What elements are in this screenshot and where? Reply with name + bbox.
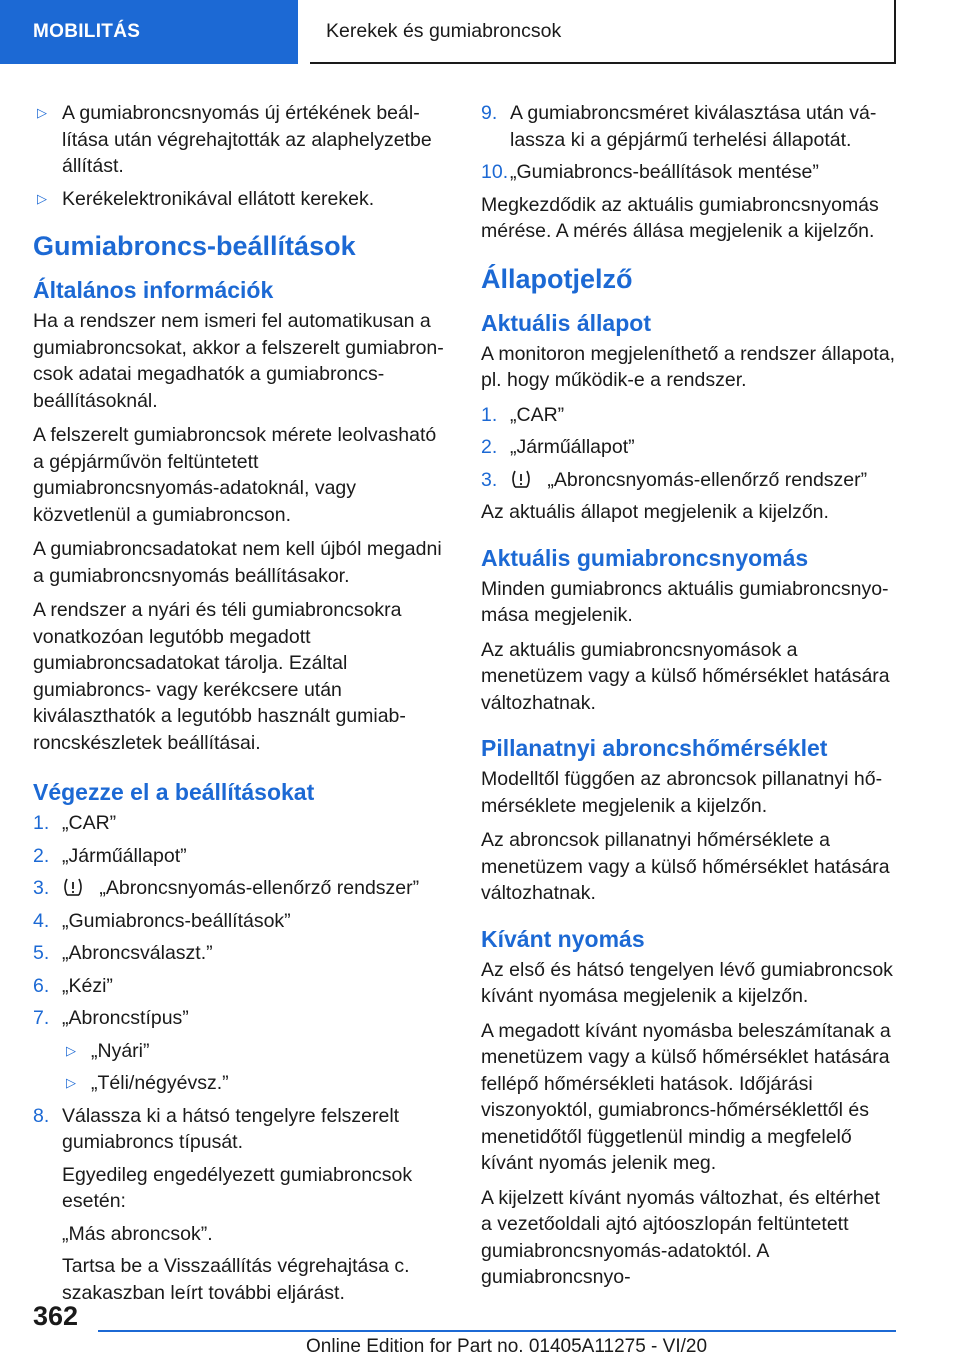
section-heading: Állapotjelző <box>481 263 633 294</box>
subsection-heading: Aktuális állapot <box>481 309 651 336</box>
triangle-right-icon: ▷ <box>37 190 47 206</box>
step-item: 5. „Abroncsválaszt.” <box>33 942 213 964</box>
step-continuation: „Más abroncsok”. <box>62 1222 213 1245</box>
subsection-heading: Végezze el a beállításokat <box>33 779 315 805</box>
step-continuation: Egyedileg engedélyezett gumiabroncsok esetén: <box>62 1163 413 1212</box>
sub-list-item: ▷ „Nyári” <box>33 1038 448 1065</box>
paragraph: Modelltől függően az abroncsok pillanatnyi hőmérséklete megjelenik a kijelzőn. <box>481 768 883 817</box>
subsection-heading: Kívánt nyomás <box>481 925 645 952</box>
paragraph: Ha a rendszer nem ismeri fel automatikusan a gumiabroncsokat, akkor a felszerelt gumiabroncsok adatai megadhatók a gumiabroncs-beállításoknál. <box>33 310 444 412</box>
paragraph: Az első és hátsó tengelyen lévő gumiabroncsok kívánt nyomása megjelenik a kijelzőn. <box>481 958 893 1007</box>
subsection-heading: Aktuális gumiabroncsnyomás <box>481 544 809 571</box>
tire-pressure-warning-icon <box>62 877 84 897</box>
paragraph: A monitoron megjeleníthető a rendszer állapota, pl. hogy működik-e a rendszer. <box>481 342 896 391</box>
paragraph: A rendszer a nyári és téli gumiabroncsokra vonatkozóan legutóbb megadott gumiabroncsadatokat tárolja. Ezáltal gumiabroncs- vagy kerékcsere után kiválaszthatók a legutóbb használt gumiabroncskészletek beállításai. <box>33 599 406 754</box>
step-item: 1. „CAR” <box>33 812 117 834</box>
step-item: 10. „Gumiabroncs-beállítások mentése” <box>481 161 819 183</box>
section-heading: Gumiabroncs-beállítások <box>33 231 356 261</box>
step-item: 8. Válassza ki a hátsó tengelyre felszerelt gumiabroncs típusát. <box>33 1104 400 1153</box>
step-item: 2. „Járműállapot” <box>481 436 635 458</box>
subsection-heading: Pillanatnyi abroncshőmérséklet <box>481 735 828 761</box>
footer-divider <box>98 1330 896 1332</box>
step-item: 3. „Abroncsnyomás-ellenőrző rendszer” <box>481 468 868 491</box>
chapter-title: Kerekek és gumiabroncsok <box>310 0 896 64</box>
paragraph: A kijelzett kívánt nyomás változhat, és eltérhet a vezetőoldali ajtó ajtóoszlopán feltüntetett gumiabroncsnyomás-adatoktól. A gumiabroncsnyo- <box>481 1186 880 1288</box>
step-item: 4. „Gumiabroncs-beállítások” <box>33 909 291 932</box>
step-item: 2. „Járműállapot” <box>33 844 187 867</box>
list-item: ▷ Kerékelektronikával ellátott kerekek. <box>33 186 448 213</box>
paragraph: Minden gumiabroncs aktuális gumiabroncsnyomása megjelenik. <box>481 577 889 626</box>
step-item: 1. „CAR” <box>481 403 565 426</box>
tire-pressure-warning-icon <box>510 469 532 489</box>
subsection-heading: Általános információk <box>33 277 274 303</box>
step-item: 6. „Kézi” <box>33 974 113 997</box>
step-item: 3. „Abroncsnyomás-ellenőrző rendszer” <box>33 877 420 899</box>
triangle-right-icon: ▷ <box>66 1042 76 1058</box>
right-column <box>481 100 896 1299</box>
step-continuation: Tartsa be a Visszaállítás végrehajtása c. szakaszban leírt további eljárást. <box>62 1255 410 1304</box>
triangle-right-icon: ▷ <box>37 105 47 120</box>
section-tab: MOBILITÁS <box>0 0 298 64</box>
paragraph: Az abroncsok pillanatnyi hőmérséklete a menetüzem vagy a külső hőmérséklet hatására változhatnak. <box>481 829 890 904</box>
paragraph: A megadott kívánt nyomásba beleszámítanak a menetüzem vagy a külső hőmérséklet hatására fellépő hőmérsékleti hatások. Időjárási viszonyoktól, gumiabroncs-hőmérséklettől és menetidőtől függetlenül mindig a megfelelő kívánt nyomás jelenik meg. <box>481 1019 891 1174</box>
sub-list-item: ▷ „Téli/négyévsz.” <box>33 1070 448 1097</box>
step-item: 7. „Abroncstípus” <box>33 1007 189 1029</box>
paragraph: A felszerelt gumiabroncsok mérete leolvasható a gépjárművön feltüntetett gumiabroncsnyomás-adatoknál, vagy közvetlenül a gumiabroncson. <box>33 424 437 526</box>
page-header <box>0 0 960 66</box>
paragraph: Megkezdődik az aktuális gumiabroncsnyomás mérése. A mérés állása megjelenik a kijelzőn. <box>481 193 879 242</box>
paragraph: Az aktuális állapot megjelenik a kijelzőn. <box>481 501 829 523</box>
edition-note: Online Edition for Part no. 01405A11275 - VI/20 <box>306 1336 708 1357</box>
left-column <box>33 100 448 1312</box>
step-item: 9. A gumiabroncsméret kiválasztása után válassza ki a gépjármű terhelési állapotát. <box>481 102 877 151</box>
page-number: 362 <box>33 1301 79 1331</box>
triangle-right-icon: ▷ <box>66 1075 76 1090</box>
paragraph: Az aktuális gumiabroncsnyomások a menetüzem vagy a külső hőmérséklet hatására változhatnak. <box>481 638 890 714</box>
list-item: ▷ A gumiabroncsnyomás új értékének beállítása után végrehajtották az alaphelyzetbe állítást. <box>37 102 432 177</box>
paragraph: A gumiabroncsadatokat nem kell újból megadni a gumiabroncsnyomás beállításakor. <box>33 538 442 587</box>
